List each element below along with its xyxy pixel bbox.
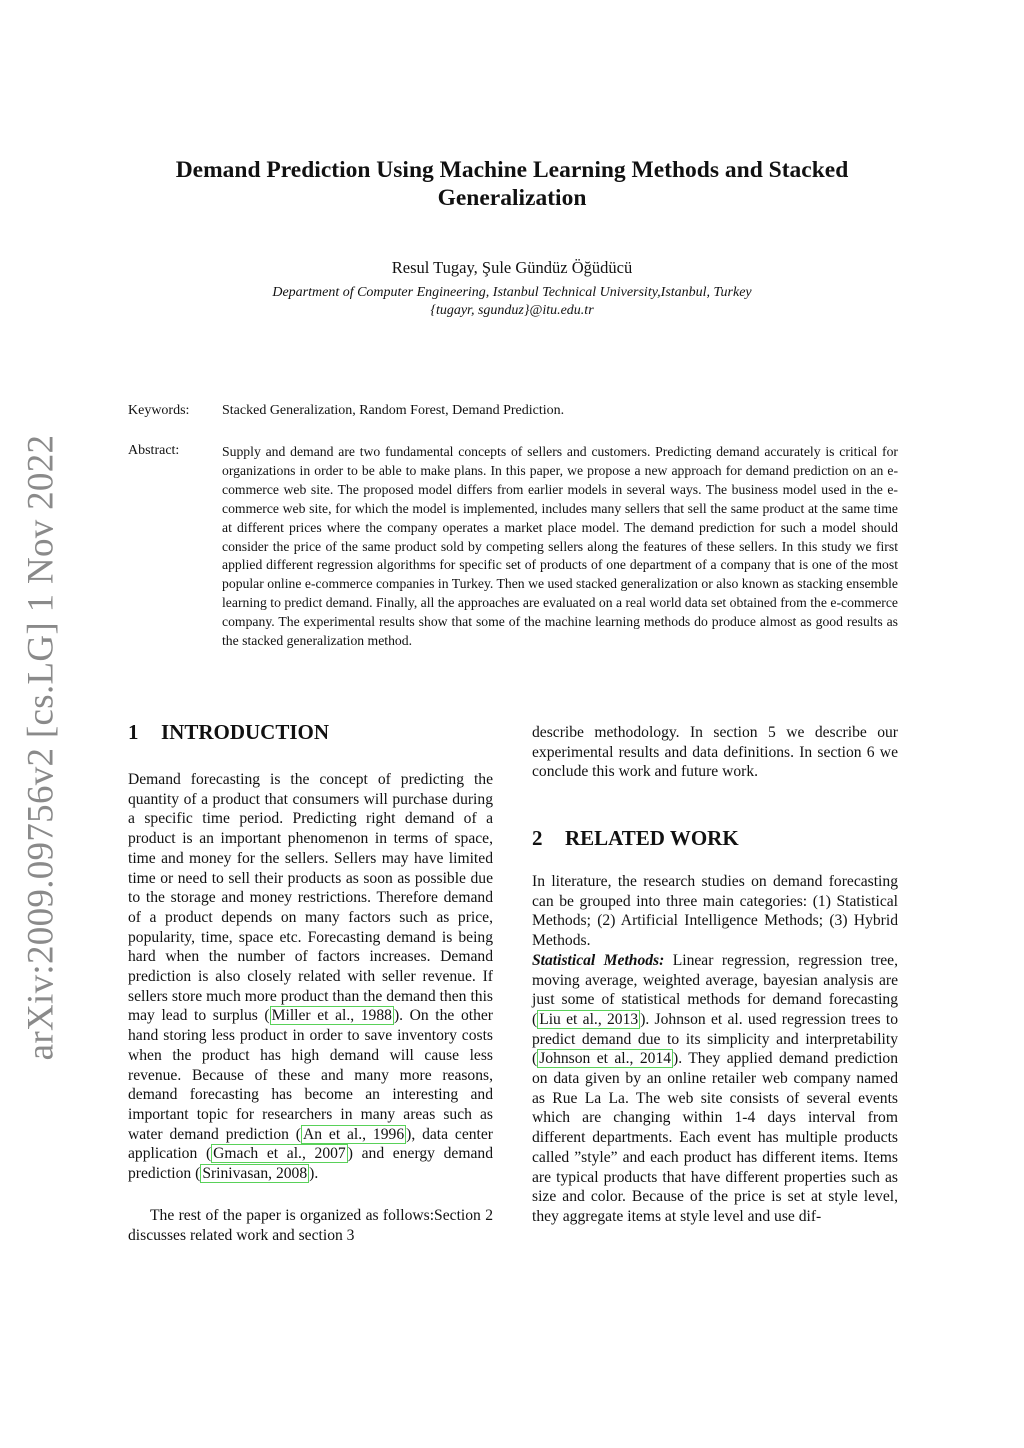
citation-link[interactable]: Johnson et al., 2014 [539, 1050, 672, 1068]
affiliation: Department of Computer Engineering, Istanbul Technical University,Istanbul, Turkey [272, 285, 752, 300]
arxiv-sidebar-stamp [14, 434, 68, 1060]
text-run: ) and energy demand prediction ( [128, 1145, 493, 1183]
introduction-paragraph-2-continued: describe methodology. In section 5 we describe our experimental results and data definitions. In section 6 we conclude this work and future work. [532, 724, 898, 781]
text-run: ). On the other hand storing less product in order to save inventory costs when the product has high demand will cause less revenue. Because of these and many more reasons, demand forecasting has become an interesting and important topic for researchers in many areas such as water demand prediction ( [128, 1007, 494, 1143]
text-run: ), data center application ( [128, 1125, 493, 1163]
section-title: RELATED WORK [565, 826, 739, 850]
citation-link[interactable]: Liu et al., 2013 [539, 1010, 639, 1028]
citation-link[interactable]: Srinivasan, 2008 [202, 1165, 308, 1183]
paper-authors: Resul Tugay, Şule Gündüz Öğüdücü [391, 258, 633, 277]
text-run: ). [309, 1165, 319, 1183]
keywords-text: Stacked Generalization, Random Forest, Demand Prediction. [222, 403, 565, 418]
related-work-paragraph-1: In literature, the research studies on demand forecasting can be grouped into three main categories: (1) Statistical Methods; (2) Artificial Intelligence Methods; (3) Hybrid Methods. [532, 873, 898, 950]
paper-title: Demand Prediction Using Machine Learning Methods and Stacked Generalization [175, 157, 849, 211]
arxiv-id: arXiv:2009.09756v2 [cs.LG] 1 Nov 2022 [20, 434, 62, 1060]
section-title: INTRODUCTION [161, 720, 330, 744]
section-heading-related-work [532, 825, 739, 851]
text-run: Demand forecasting is the concept of predicting the quantity of a product that consumers will purchase during a specific time period. Predicting right demand of a product is an important phenomenon in terms of space, time and money for the sellers. Sellers may have limited time or need to sell their products as soon as possible due to the storage and money restrictions. Therefore demand of a product depends on many factors such as price, popularity, time, space etc. Forecasting demand is being hard when the number of factors increases. Demand prediction is also closely related with seller revenue. If sellers store much more product than the demand then this may lead to surplus ( [128, 771, 493, 1025]
citation-link[interactable]: An et al., 1996 [302, 1125, 405, 1143]
text-run: ). They applied demand prediction on data given by an online retailer web company named as Rue La La. The web site consists of several events which are changing within 1-4 days interval from different departments. Each event has multiple products called ”style” and each product has different items. Items are typical products that have different properties such as size and color. Because of the price is set at style level, they aggregate items at style level and use dif- [532, 1050, 898, 1225]
introduction-paragraph-1 [128, 770, 493, 1184]
related-work-body [532, 872, 898, 1227]
author-emails: {tugayr, sgunduz}@itu.edu.tr [430, 303, 594, 318]
keywords-label: Keywords: [128, 403, 190, 418]
introduction-paragraph-2: The rest of the paper is organized as follows:Section 2 discusses related work and section 3 [128, 1207, 493, 1244]
citation-link[interactable]: Gmach et al., 2007 [213, 1145, 346, 1163]
related-work-paragraph-2 [532, 951, 898, 1227]
section-number: 1 [128, 720, 139, 744]
citation-link[interactable]: Miller et al., 1988 [271, 1007, 392, 1025]
abstract-text: Supply and demand are two fundamental concepts of sellers and customers. Predicting demand accurately is critical for organizations in order to be able to make plans. In this paper, we propose a new approach for demand prediction on an e-commerce web site. The proposed model differs from earlier models in several ways. The business model used in the e-commerce web site, for which the model is implemented, includes many sellers that sell the same product at the same time at different prices where the company operates a market place model. The demand prediction for such a model should consider the price of the same product sold by competing sellers along the features of these sellers. In this study we first applied different regression algorithms for specific set of products of one department of a company that is one of the most popular online e-commerce companies in Turkey. Then we used stacked generalization or also known as stacking ensemble learning to predict demand. Finally, all the approaches are evaluated on a real world data set obtained from the e-commerce company. The experimental results show that some of the machine learning methods do produce almost as good results as the stacked generalization method. [222, 444, 898, 649]
text-run: Linear regression, regression tree, moving average, weighted average, bayesian analysis are just some of statistical methods for demand forecasting ( [532, 951, 898, 1028]
text-run: ). Johnson et al. used regression trees to predict demand due to its simplicity and interpretability ( [532, 1010, 898, 1068]
affiliation-block [128, 284, 896, 320]
section-number: 2 [532, 826, 543, 850]
abstract-label: Abstract: [128, 443, 180, 458]
section-heading-introduction [128, 719, 329, 745]
paragraph-lead: Statistical Methods: [532, 951, 665, 969]
